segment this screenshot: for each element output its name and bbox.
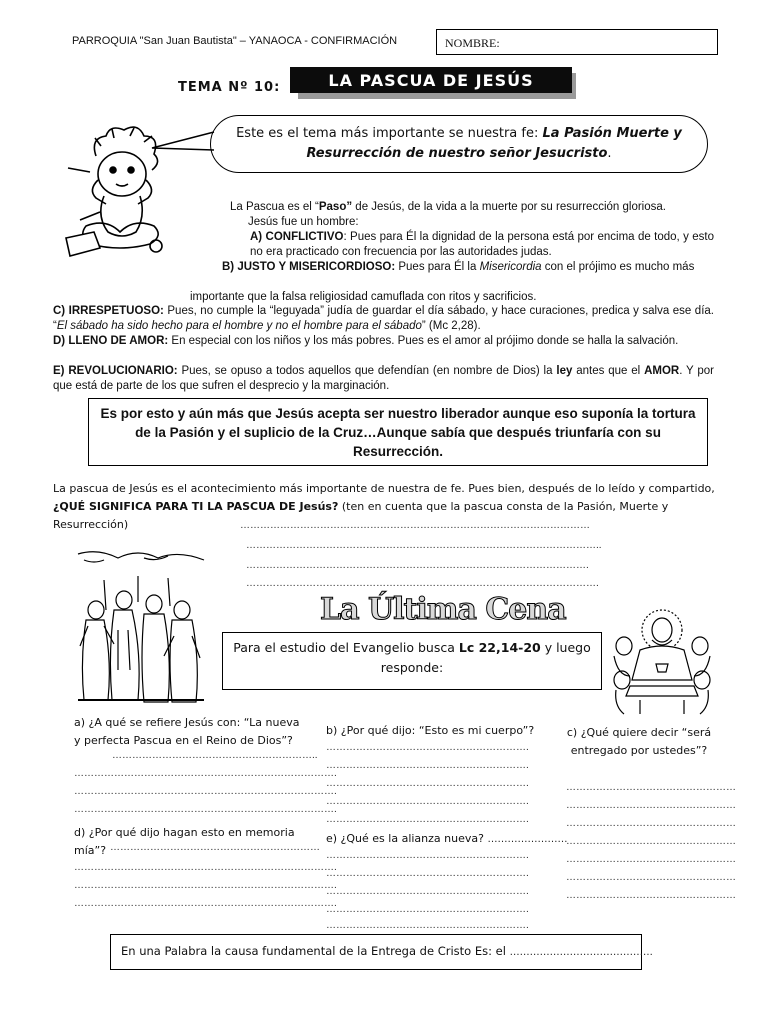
page-title: LA PASCUA DE JESÚS — [290, 67, 572, 93]
item-d — [53, 334, 714, 349]
instr-text: Para el estudio del Evangelio busca — [233, 640, 459, 655]
answer-line[interactable]: …………………………………………………………………………………………. — [246, 560, 589, 571]
instr-text: y luego responde: — [380, 640, 591, 675]
answer-line-c[interactable]: …………………………………………… — [566, 854, 736, 865]
bubble-tail — [150, 128, 216, 158]
question-b: b) ¿Por qué dijo: “Esto es mi cuerpo”? — [326, 724, 535, 737]
crowd-illustration — [74, 540, 208, 708]
answer-line-c[interactable]: …………………………………………… — [566, 890, 736, 901]
answer-line-b[interactable]: ……………………………………………………. — [326, 760, 529, 771]
item-label: A) CONFLICTIVO — [250, 231, 344, 243]
answer-line-d[interactable]: ……………………………………………………………………. — [74, 862, 337, 873]
answer-line-a[interactable]: ……………………………………………………………………. — [74, 768, 337, 779]
answer-line-d[interactable]: ……………………………………………………… — [110, 842, 320, 853]
item-text: Pues, no cumple la “leguyada” judía de guardar el día sábado, y hace curaciones, predica y salva ese día. “ — [53, 305, 714, 332]
last-supper-illustration — [610, 590, 714, 716]
answer-line-c[interactable]: …………………………………………… — [566, 818, 736, 829]
answer-line-b[interactable]: ……………………………………………………. — [326, 778, 529, 789]
answer-line-e[interactable]: ……………………………………………………. — [326, 904, 529, 915]
name-field[interactable]: NOMBRE: — [436, 29, 718, 55]
question-d: d) ¿Por qué dijo hagan esto en memoria mía”? — [74, 826, 295, 857]
item-text: Pues para Él la — [395, 261, 480, 273]
parish-header: PARROQUIA "San Juan Bautista" – YANAOCA - CONFIRMACIÓN — [72, 35, 398, 47]
item-label: E) REVOLUCIONARIO: — [53, 365, 178, 377]
paragraph-pascua — [230, 200, 712, 215]
item-c — [53, 304, 714, 333]
text-bold: Paso” — [318, 201, 353, 213]
item-text: con el prójimo es mucho más — [541, 261, 695, 273]
question-text: La pascua de Jesús es el acontecimiento más importante de nuestra de fe. Pues bien, después de lo leído y compartido, — [53, 482, 715, 495]
intro-bubble — [210, 115, 708, 173]
item-a — [250, 230, 714, 259]
answer-line-d[interactable]: ……………………………………………………………………. — [74, 898, 337, 909]
theme-label: TEMA Nº 10: — [178, 80, 281, 95]
answer-line-c[interactable]: …………………………………………… — [566, 872, 736, 883]
item-label: C) IRRESPETUOSO: — [53, 305, 164, 317]
item-text: . Y por que está de parte de los que sufren el desprecio y la marginación. — [53, 365, 714, 392]
final-answer-line[interactable]: ……………………………………. — [509, 947, 653, 958]
answer-line-e[interactable]: ……………………………………………………. — [326, 868, 529, 879]
item-text: antes que el — [572, 365, 645, 377]
item-text: : Pues para Él la dignidad de la persona está por encima de todo, y esto no era practicado con frecuencia por las autoridades judas. — [250, 231, 714, 258]
item-italic: Misericordia — [479, 261, 542, 273]
item-bold: AMOR — [644, 365, 680, 377]
answer-line[interactable]: …………………………………………………………………………………………… — [240, 520, 590, 531]
bubble-end: . — [607, 146, 612, 161]
item-label: D) LLENO DE AMOR: — [53, 335, 169, 347]
answer-line-e[interactable]: ……………………………………………………. — [326, 886, 529, 897]
answer-line-b[interactable]: ……………………………………………………. — [326, 796, 529, 807]
question-a: a) ¿A qué se refiere Jesús con: “La nueva y perfecta Pascua en el Reino de Dios”? — [74, 716, 300, 747]
item-bold: ley — [556, 365, 573, 377]
section-title-ultima-cena: La Última Cena — [320, 592, 566, 627]
bubble-emphasis: La Pasión Muerte y Resurrección de nuestro señor Jesucristo — [306, 126, 682, 161]
question-bold: ¿QUÉ SIGNIFICA PARA TI LA PASCUA DE Jesús? — [53, 500, 339, 513]
final-question-box — [110, 934, 653, 970]
item-quote: El sábado ha sido hecho para el hombre y no el hombre para el sábado — [56, 319, 422, 332]
text-span: La Pascua es el “ — [230, 201, 319, 213]
question-e-text: e) ¿Qué es la alianza nueva? — [326, 832, 484, 845]
answer-line-b[interactable]: ……………………………………………………. — [326, 742, 529, 753]
answer-line[interactable]: ……………………………………………………………………………………………. — [246, 578, 599, 589]
answer-line-a[interactable]: ……………………………………………………………………. — [74, 786, 337, 797]
text-span: de Jesús, de la vida a la muerte por su resurrección gloriosa. — [352, 201, 666, 213]
answer-line-e[interactable]: ……………………………………………………. — [326, 920, 529, 931]
question-c: c) ¿Qué quiere decir “será entregado por ustedes”? — [566, 726, 712, 757]
answer-line-b[interactable]: ……………………………………………………. — [326, 814, 529, 825]
answer-line-a[interactable]: ……………………………………………………………………. — [74, 804, 337, 815]
answer-line-a[interactable]: …………………………………………………….. — [112, 750, 318, 761]
answer-line-c[interactable]: …………………………………………… — [566, 782, 736, 793]
paragraph-hombre: Jesús fue un hombre: — [248, 216, 359, 228]
final-text: En una Palabra la causa fundamental de la Entrega de Cristo Es: el — [121, 944, 510, 958]
item-label: B) JUSTO Y MISERICORDIOSO: — [222, 261, 396, 273]
item-text: ” (Mc 2,28). — [421, 319, 481, 332]
answer-line-c[interactable]: …………………………………………… — [566, 800, 736, 811]
gospel-instructions — [222, 632, 602, 690]
answer-line-c[interactable]: …………………………………………… — [566, 836, 736, 847]
item-text: En especial con los niños y los más pobres. Pues es el amor al prójimo donde se halla la salvación. — [168, 335, 679, 347]
answer-line[interactable]: …………………………………………………………………………………………….. — [246, 540, 602, 551]
bubble-intro: Este es el tema más importante se nuestra fe: — [236, 126, 543, 141]
question-e — [326, 830, 567, 849]
item-e — [53, 364, 714, 393]
answer-line-d[interactable]: ……………………………………………………………………. — [74, 880, 337, 891]
item-b-cont: importante que la falsa religiosidad camuflada con ritos y sacrificios. — [190, 291, 537, 303]
item-b — [222, 260, 714, 275]
answer-line-e[interactable]: ……………………………………………………. — [326, 850, 529, 861]
gospel-reference: Lc 22,14-20 — [458, 640, 541, 655]
item-text: Pues, se opuso a todos aquellos que defendían (en nombre de Dios) la — [177, 365, 557, 377]
question-text: (ten en cuenta que la pascua consta de la Pasión, Muerte y Resurrección) — [53, 500, 669, 531]
answer-line-e[interactable]: …………………… — [487, 834, 568, 845]
highlight-box: Es por esto y aún más que Jesús acepta ser nuestro liberador aunque eso suponía la tortura de la Pasión y el suplicio de la Cruz…Aunque sabía que después triunfaría con su Resurrección. — [88, 398, 708, 466]
